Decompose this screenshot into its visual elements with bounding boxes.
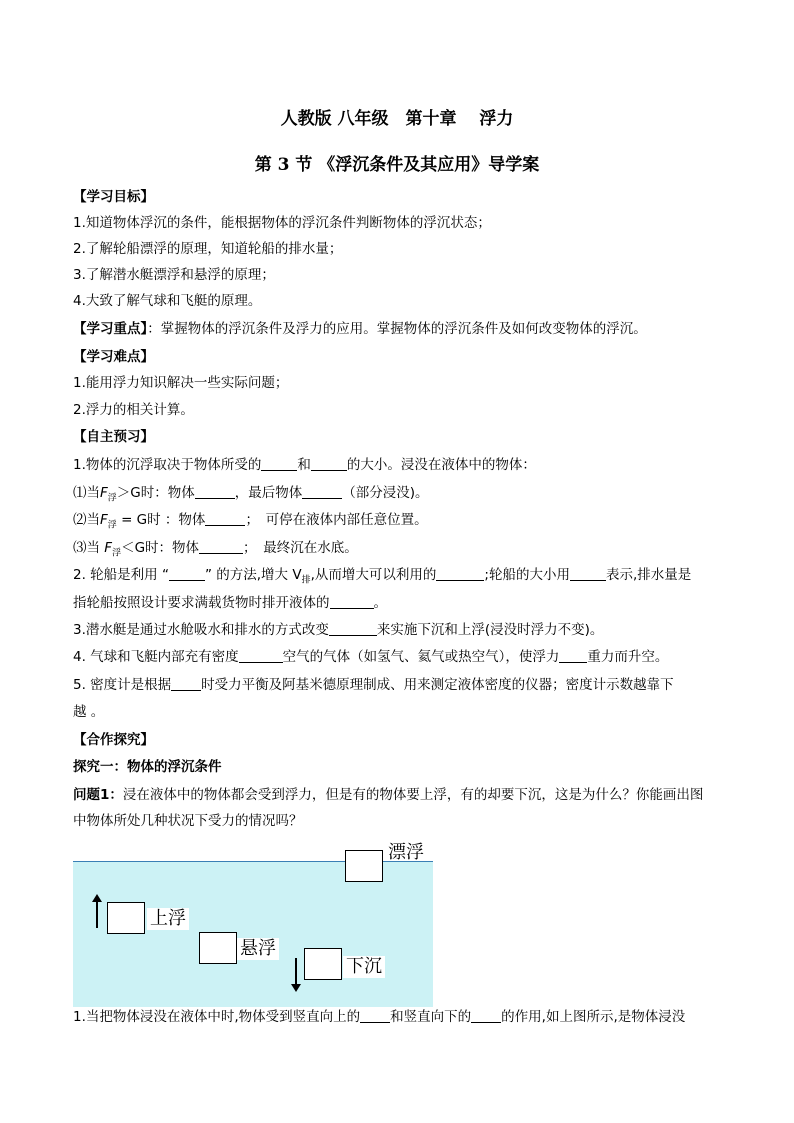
- q2-text-f: 指轮船按照设计要求满载货物时排开液体的: [73, 595, 330, 611]
- question1-text: 浸在液体中的物体都会受到浮力，但是有的物体要上浮，有的却要下沉，这是为什么？你能画出图: [122, 787, 704, 803]
- cooperation-heading: 【合作探究】: [73, 732, 154, 748]
- suspended-box: [199, 932, 237, 964]
- q4-text-b: 空气的气体（如氢气、氦气或热空气），使浮力: [282, 649, 560, 665]
- q1-text-c: 的大小。浸没在液体中的物体：: [346, 457, 536, 473]
- force-symbol: F: [104, 540, 113, 556]
- blank-input[interactable]: [570, 566, 606, 581]
- objective-item: 3.了解潜水艇漂浮和悬浮的原理；: [73, 267, 275, 283]
- preview-heading: 【自主预习】: [73, 429, 154, 445]
- sink-label: 下沉: [343, 956, 385, 978]
- q5-text-b: 时受力平衡及阿基米德原理制成、用来测定液体密度的仪器；密度计示数越靠下: [201, 677, 674, 693]
- question1-line2: 中物体所处几种状况下受力的情况吗？: [73, 813, 303, 829]
- buoyancy-diagram: [73, 836, 435, 1006]
- q1-1-text-b: ＞G时：物体: [116, 485, 195, 501]
- objective-item: 2.了解轮船漂浮的原理，知道轮船的排水量；: [73, 241, 343, 257]
- water-region: [73, 861, 433, 1007]
- force-subscript: 浮: [107, 493, 117, 504]
- preview-q2-line2: [73, 594, 733, 612]
- q1-1-text-a: ⑴当: [73, 485, 100, 501]
- preview-q1-3: [73, 539, 733, 563]
- preview-q3: [73, 621, 733, 639]
- q1-text-b: 和: [297, 457, 311, 473]
- force-subscript: 浮: [107, 520, 117, 531]
- volume-subscript: 排: [301, 575, 311, 586]
- rise-label: 上浮: [147, 908, 189, 930]
- q1-1-text-d: （部分浸没)。: [342, 485, 429, 501]
- key-points: [73, 320, 733, 338]
- q1-text-a: 1.物体的沉浮取决于物体所受的: [73, 457, 262, 473]
- blank-input[interactable]: [330, 594, 374, 609]
- page-title: 人教版 八年级 第十章 浮力: [280, 109, 514, 129]
- q2-text-g: 。: [373, 595, 387, 611]
- suspend-label: 悬浮: [237, 938, 279, 960]
- preview-q5-line1: [73, 676, 733, 694]
- preview-q5-line2: 越 。: [73, 704, 105, 720]
- preview-q4: [73, 648, 733, 666]
- blank-input[interactable]: [169, 566, 205, 581]
- preview-q2-line1: [73, 566, 733, 590]
- objective-item: 1.知道物体浮沉的条件，能根据物体的浮沉条件判断物体的浮沉状态；: [73, 215, 491, 231]
- q2-text-a: 2. 轮船是利用 “: [73, 567, 169, 583]
- key-points-text: ：掌握物体的浮沉条件及浮力的应用。掌握物体的浮沉条件及如何改变物体的浮沉。: [147, 321, 647, 337]
- bottom-text-c: 的作用,如上图所示,是物体浸没: [501, 1009, 686, 1025]
- q1-2-text-a: ⑵当: [73, 512, 100, 528]
- objectives-heading: 【学习目标】: [73, 189, 154, 205]
- q2-text-c: ,从而增大可以利用的: [310, 567, 437, 583]
- blank-input[interactable]: [205, 511, 245, 526]
- blank-input[interactable]: [559, 648, 587, 663]
- force-symbol: F: [100, 512, 108, 528]
- bottom-text-b: 和竖直向下的: [390, 1009, 472, 1025]
- q4-text-a: 4. 气球和飞艇内部充有密度: [73, 649, 239, 665]
- bottom-line: [73, 1008, 733, 1026]
- down-arrow-icon: [295, 958, 297, 986]
- blank-input[interactable]: [195, 484, 235, 499]
- q2-text-b: ” 的方法,增大 V: [204, 567, 302, 583]
- q4-text-c: 重力而升空。: [587, 649, 669, 665]
- difficulty-item: 1.能用浮力知识解决一些实际问题；: [73, 375, 289, 391]
- question1-label: 问题1：: [73, 787, 123, 803]
- difficulty-item: 2.浮力的相关计算。: [73, 402, 194, 418]
- question1-line1: [73, 786, 733, 804]
- preview-q1-1: [73, 484, 733, 508]
- explore1-heading: 探究一：物体的浮沉条件: [73, 759, 222, 775]
- blank-input[interactable]: [436, 566, 484, 581]
- sinking-box: [304, 948, 342, 980]
- q1-2-text-c: ； 可停在液体内部任意位置。: [245, 512, 428, 528]
- blank-input[interactable]: [199, 539, 243, 554]
- q1-3-text-a: ⑶当: [73, 540, 105, 556]
- key-points-heading: 【学习重点】: [73, 321, 148, 337]
- q3-text-b: 来实施下沉和上浮(浸没时浮力不变)。: [376, 622, 604, 638]
- float-label: 漂浮: [388, 842, 424, 863]
- difficulties-heading: 【学习难点】: [73, 349, 154, 365]
- preview-q1-2: [73, 511, 733, 535]
- floating-box: [345, 850, 383, 882]
- q5-text-a: 5. 密度计是根据: [73, 677, 172, 693]
- preview-q1: [73, 456, 733, 474]
- q2-text-e: 表示,排水量是: [605, 567, 692, 583]
- rising-box: [107, 902, 145, 934]
- q1-3-text-b: ＜G时：物体: [121, 540, 200, 556]
- q1-1-text-c: ，最后物体: [234, 485, 303, 501]
- blank-input[interactable]: [329, 621, 377, 636]
- up-arrow-icon: [96, 900, 98, 928]
- blank-input[interactable]: [171, 676, 201, 691]
- blank-input[interactable]: [239, 648, 283, 663]
- blank-input[interactable]: [302, 484, 342, 499]
- bottom-text-a: 1.当把物体浸没在液体中时,物体受到竖直向上的: [73, 1009, 361, 1025]
- blank-input[interactable]: [261, 456, 297, 471]
- q1-3-text-c: ； 最终沉在水底。: [243, 540, 358, 556]
- objective-item: 4.大致了解气球和飞艇的原理。: [73, 293, 262, 309]
- blank-input[interactable]: [311, 456, 347, 471]
- q3-text-a: 3.潜水艇是通过水舱吸水和排水的方式改变: [73, 622, 329, 638]
- lesson-title: 第 3 节 《浮沉条件及其应用》导学案: [254, 155, 540, 175]
- force-subscript: 浮: [112, 548, 122, 559]
- blank-input[interactable]: [360, 1008, 390, 1023]
- force-symbol: F: [100, 485, 108, 501]
- q2-text-d: ;轮船的大小用: [484, 567, 570, 583]
- blank-input[interactable]: [471, 1008, 501, 1023]
- q1-2-text-b: = G时 ：物体: [116, 512, 206, 528]
